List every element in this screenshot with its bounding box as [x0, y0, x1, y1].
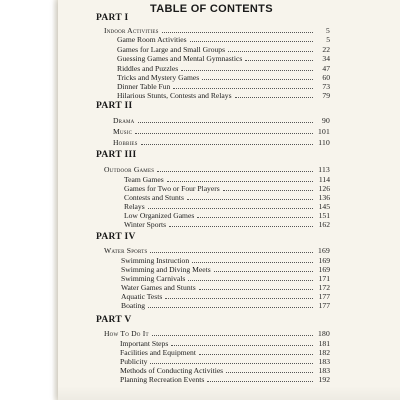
toc-entry — [124, 202, 330, 211]
toc-section-label: Hobbies — [113, 138, 138, 147]
toc-entry — [121, 301, 330, 310]
toc-entry — [124, 211, 330, 220]
toc-entry-label: Publicity — [120, 357, 148, 366]
toc-page-number: 60 — [322, 73, 330, 82]
toc-entry — [124, 220, 330, 229]
toc-entry — [121, 256, 330, 265]
toc-entry-label: Games for Large and Small Groups — [117, 45, 226, 54]
toc-entry-label: Dinner Table Fun — [117, 82, 171, 91]
toc-page-number: 183 — [318, 366, 330, 375]
toc-section-hobbies — [113, 138, 330, 147]
toc-entry-label: Swimming and Diving Meets — [121, 265, 211, 274]
dot-leader — [181, 70, 313, 71]
toc-entry — [121, 283, 330, 292]
dot-leader — [135, 133, 313, 134]
toc-page-number: 183 — [318, 357, 330, 366]
toc-section-outdoor-games — [104, 165, 330, 174]
toc-section-label: Music — [113, 127, 133, 136]
dot-leader — [235, 97, 313, 98]
dot-leader — [148, 307, 313, 308]
dot-leader — [197, 217, 313, 218]
toc-section-label: Outdoor Games — [104, 165, 155, 174]
toc-entry-label: Games for Two or Four Players — [124, 184, 220, 193]
toc-page-number: 126 — [318, 184, 330, 193]
toc-page-number: 34 — [322, 54, 330, 63]
toc-entry-label: Winter Sports — [124, 220, 167, 229]
toc-entry — [124, 184, 330, 193]
dot-leader — [150, 363, 313, 364]
part-heading: PART I — [96, 13, 129, 23]
toc-entry-label: Guessing Games and Mental Gymnastics — [117, 54, 243, 63]
toc-section-label: Drama — [113, 116, 135, 125]
toc-entry-label: Game Room Activities — [117, 35, 187, 44]
toc-section-water-sports — [104, 246, 330, 255]
dot-leader — [157, 171, 313, 172]
dot-leader — [214, 271, 313, 272]
dot-leader — [199, 354, 313, 355]
toc-section-music — [113, 127, 330, 136]
toc-entry — [117, 73, 330, 82]
toc-entry-label: Relays — [124, 202, 145, 211]
dot-leader — [171, 345, 313, 346]
toc-entry-label: Important Steps — [120, 339, 169, 348]
toc-page-number: 22 — [322, 45, 330, 54]
dot-leader — [187, 199, 313, 200]
toc-page-number: 177 — [318, 292, 330, 301]
toc-section-label: Water Sports — [104, 246, 148, 255]
toc-entry-label: Aquatic Tests — [121, 292, 163, 301]
toc-page-number: 192 — [318, 375, 330, 384]
toc-entry-label: Contests and Stunts — [124, 193, 184, 202]
toc-page-number: 172 — [318, 283, 330, 292]
toc-page-number: 113 — [318, 165, 330, 174]
toc-entry-label: Boating — [121, 301, 146, 310]
toc-entry — [120, 348, 330, 357]
dot-leader — [173, 88, 313, 89]
toc-page-number: 162 — [318, 220, 330, 229]
toc-entry — [120, 375, 330, 384]
part-heading: PART V — [96, 315, 132, 325]
toc-entry — [124, 193, 330, 202]
part-heading: PART III — [96, 150, 137, 160]
dot-leader — [223, 190, 313, 191]
toc-page-number: 177 — [318, 301, 330, 310]
toc-entry — [117, 54, 330, 63]
dot-leader — [169, 226, 313, 227]
toc-page-number: 180 — [318, 329, 330, 338]
toc-entry — [117, 91, 330, 100]
dot-leader — [162, 32, 313, 33]
toc-entry — [120, 366, 330, 375]
page-shadow — [58, 386, 400, 400]
toc-page-number: 110 — [318, 138, 330, 147]
toc-page-number: 169 — [318, 256, 330, 265]
toc-entry — [121, 265, 330, 274]
toc-entry — [124, 175, 330, 184]
part-heading: PART IV — [96, 232, 136, 242]
dot-leader — [152, 335, 313, 336]
toc-entry-label: Swimming Instruction — [121, 256, 190, 265]
toc-page-number: 169 — [318, 265, 330, 274]
dot-leader — [245, 60, 313, 61]
toc-section-how-to-do-it — [104, 329, 330, 338]
toc-page-number: 114 — [318, 175, 330, 184]
toc-entry — [121, 274, 330, 283]
toc-page-number: 151 — [318, 211, 330, 220]
toc-section-drama — [113, 116, 330, 125]
dot-leader — [226, 372, 313, 373]
dot-leader — [202, 79, 313, 80]
toc-entry — [117, 64, 330, 73]
toc-entry-label: Tricks and Mystery Games — [117, 73, 200, 82]
toc-page-number: 5 — [326, 35, 330, 44]
toc-page-number: 171 — [318, 274, 330, 283]
toc-section-indoor-activities — [104, 26, 330, 35]
toc-page-number: 169 — [318, 246, 330, 255]
dot-leader — [199, 289, 313, 290]
toc-entry-label: Low Organized Games — [124, 211, 195, 220]
toc-entry — [120, 357, 330, 366]
toc-page-number: 47 — [322, 64, 330, 73]
toc-page-number: 5 — [326, 26, 330, 35]
toc-entry — [117, 82, 330, 91]
toc-entry — [117, 45, 330, 54]
dot-leader — [190, 41, 313, 42]
dot-leader — [138, 122, 314, 123]
dot-leader — [165, 298, 313, 299]
dot-leader — [150, 252, 313, 253]
toc-section-label: Indoor Activities — [104, 26, 159, 35]
toc-entry-label: Team Games — [124, 175, 164, 184]
toc-page-number: 182 — [318, 348, 330, 357]
toc-entry-label: Facilities and Equipment — [120, 348, 196, 357]
toc-entry-label: Water Games and Stunts — [121, 283, 196, 292]
toc-entry — [121, 292, 330, 301]
toc-entry-label: Hilarious Stunts, Contests and Relays — [117, 91, 232, 100]
toc-page-number: 101 — [318, 127, 330, 136]
part-heading: PART II — [96, 101, 133, 111]
toc-section-label: How To Do It — [104, 329, 149, 338]
toc-entry-label: Planning Recreation Events — [120, 375, 205, 384]
toc-entry — [120, 339, 330, 348]
dot-leader — [207, 381, 313, 382]
dot-leader — [167, 181, 313, 182]
dot-leader — [141, 144, 313, 145]
dot-leader — [192, 262, 313, 263]
toc-page-number: 145 — [318, 202, 330, 211]
dot-leader — [148, 208, 313, 209]
toc-page-number: 73 — [322, 82, 330, 91]
toc-page-number: 181 — [318, 339, 330, 348]
dot-leader — [228, 51, 313, 52]
toc-page-number: 79 — [322, 91, 330, 100]
toc-entry-label: Methods of Conducting Activities — [120, 366, 224, 375]
toc-entry-label: Riddles and Puzzles — [117, 64, 179, 73]
toc-page-number: 136 — [318, 193, 330, 202]
dot-leader — [188, 280, 313, 281]
toc-entry-label: Swimming Carnivals — [121, 274, 186, 283]
toc-entry — [117, 35, 330, 44]
toc-page-number: 90 — [322, 116, 330, 125]
page-title: TABLE OF CONTENTS — [150, 3, 273, 15]
